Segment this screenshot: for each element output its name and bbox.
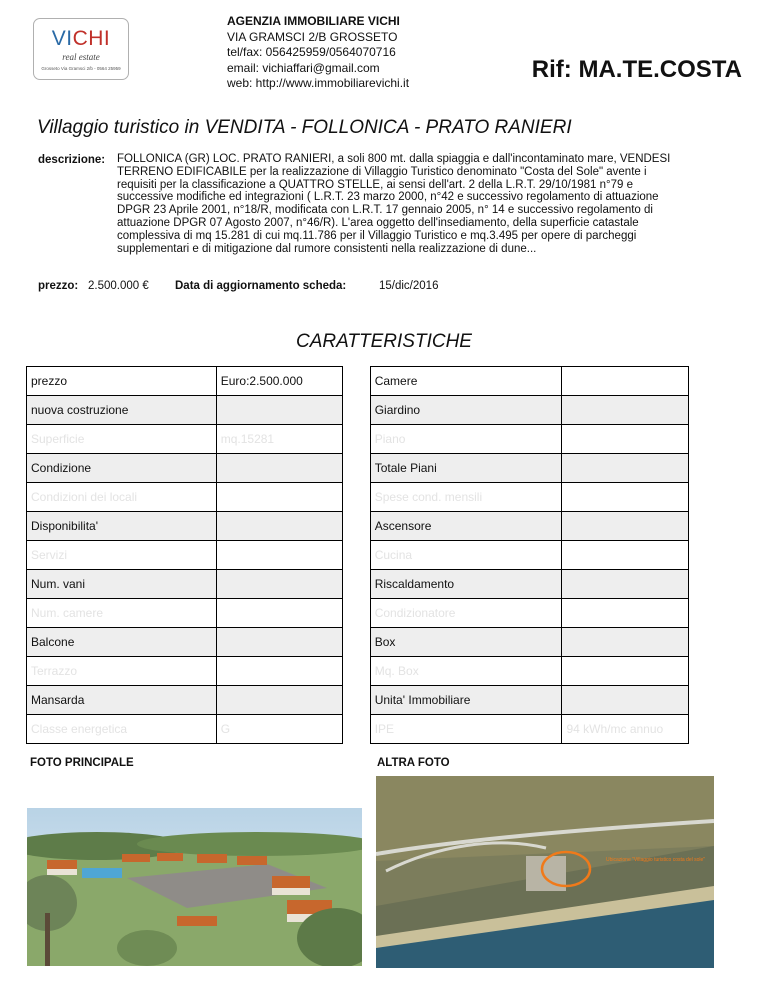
feature-label: Condizionatore [370,599,562,628]
feature-row [27,367,689,396]
description-line: complessiva di mq 15.281 di cui mq.11.786 per il Villaggio Turistico e mq.3.495 per opere di parcheggi [117,229,637,242]
table-spacer [343,570,371,599]
update-date-value: 15/dic/2016 [379,280,439,292]
feature-row [27,425,689,454]
feature-row [27,396,689,425]
feature-label: Riscaldamento [370,570,562,599]
features-table [26,366,689,744]
table-spacer [343,657,371,686]
feature-value: G [216,715,342,744]
feature-row [27,454,689,483]
feature-value [562,599,689,628]
description-line: supplementari e di mitigazione dal rumore consistenti nella realizzazione di dune... [117,242,537,255]
feature-value [562,367,689,396]
feature-value [562,628,689,657]
reference-code: Rif: MA.TE.COSTA [531,56,742,83]
feature-value [562,512,689,541]
feature-label: Classe energetica [27,715,217,744]
main-photo-label: FOTO PRINCIPALE [30,757,134,769]
main-photo[interactable] [27,808,362,966]
feature-row [27,483,689,512]
agency-name: AGENZIA IMMOBILIARE VICHI [227,14,400,28]
feature-label: Disponibilita' [27,512,217,541]
feature-value [216,454,342,483]
feature-label: Totale Piani [370,454,562,483]
feature-row [27,657,689,686]
feature-row [27,570,689,599]
logo-wordmark: VICHI [51,27,111,50]
features-title: CARATTERISTICHE [296,331,472,352]
feature-label: IPE [370,715,562,744]
map-annotation: Ubicazione "Villaggio turistico costa del sole" [606,857,706,863]
price-value: 2.500.000 € [88,280,149,292]
feature-label: Mq. Box [370,657,562,686]
table-spacer [343,396,371,425]
feature-label: Cucina [370,541,562,570]
feature-label: Mansarda [27,686,217,715]
feature-label: Terrazzo [27,657,217,686]
description-line: requisiti per la classificazione a QUATTRO STELLE, ai sensi dell'art. 2 della L.R.T. 29/10/1981 n°79 e [117,178,634,191]
table-spacer [343,483,371,512]
table-spacer [343,686,371,715]
feature-value [216,657,342,686]
feature-row [27,628,689,657]
feature-row [27,686,689,715]
description-label: descrizione: [38,154,106,166]
description-line: successive modifiche ed integrazioni ( L.R.T. 23 marzo 2000, n°42 e successivo regolamento di attuazione [117,191,659,204]
feature-label: Servizi [27,541,217,570]
feature-value: mq.15281 [216,425,342,454]
table-spacer [343,715,371,744]
feature-label: Balcone [27,628,217,657]
feature-value [216,570,342,599]
feature-label: Piano [370,425,562,454]
agency-email[interactable]: email: vichiaffari@gmail.com [227,60,380,75]
feature-value [216,396,342,425]
description-line: DPGR 23 Aprile 2001, n°18/R, modificata con L.R.T. 17 gennaio 2005, n° 14 e successivo regolamento di [117,204,653,217]
feature-label: Camere [370,367,562,396]
update-date-label: Data di aggiornamento scheda: [175,280,347,292]
table-spacer [343,425,371,454]
feature-label: Box [370,628,562,657]
feature-label: Condizioni dei locali [27,483,217,512]
description-line: FOLLONICA (GR) LOC. PRATO RANIERI, a soli 800 mt. dalla spiaggia e dall'incontaminato mare, VENDESI [117,153,671,165]
feature-row [27,541,689,570]
feature-value [216,483,342,512]
feature-row [27,599,689,628]
feature-row [27,512,689,541]
feature-label: Condizione [27,454,217,483]
aerial-map-photo[interactable] [376,776,714,968]
feature-label: Giardino [370,396,562,425]
feature-value [216,686,342,715]
table-spacer [343,541,371,570]
feature-value [562,657,689,686]
table-spacer [343,367,371,396]
feature-label: nuova costruzione [27,396,217,425]
feature-label: Spese cond. mensili [370,483,562,512]
agency-phone: tel/fax: 056425959/0564070716 [227,45,396,59]
feature-value [216,599,342,628]
feature-row [27,715,689,744]
feature-label: Superficie [27,425,217,454]
feature-label: Unita' Immobiliare [370,686,562,715]
feature-value: Euro:2.500.000 [216,367,342,396]
feature-label: Num. camere [27,599,217,628]
description-text [117,153,729,255]
feature-value [562,425,689,454]
feature-value [216,512,342,541]
price-label: prezzo: [38,280,79,292]
feature-label: Num. vani [27,570,217,599]
agency-info [227,14,409,92]
feature-value [562,483,689,512]
feature-value [562,454,689,483]
description-line: attuazione DPGR 07 Agosto 2007, n°46/R). L'area oggetto dell'insediamento, della superficie catastale [117,216,639,229]
feature-value [216,628,342,657]
feature-value [562,686,689,715]
table-spacer [343,628,371,657]
other-photo-label: ALTRA FOTO [377,757,450,769]
description-line: TERRENO EDIFICABILE per la realizzazione di Villaggio Turistico denominato "Costa del Sole" avente i [117,165,647,178]
listing-title: Villaggio turistico in VENDITA - FOLLONICA - PRATO RANIERI [37,117,572,138]
table-spacer [343,454,371,483]
feature-value [216,541,342,570]
feature-value: 94 kWh/mc annuo [562,715,689,744]
feature-label: prezzo [27,367,217,396]
feature-value [562,541,689,570]
feature-value [562,570,689,599]
table-spacer [343,599,371,628]
feature-label: Ascensore [370,512,562,541]
feature-value [562,396,689,425]
agency-logo [33,18,129,80]
logo-address: Grosseto Via Gramsci 2/b - 0564 25959 [41,66,121,71]
agency-address: VIA GRAMSCI 2/B GROSSETO [227,29,398,44]
table-spacer [343,512,371,541]
logo-tagline: real estate [62,52,100,62]
agency-website[interactable]: web: http://www.immobiliarevichi.it [227,76,410,90]
